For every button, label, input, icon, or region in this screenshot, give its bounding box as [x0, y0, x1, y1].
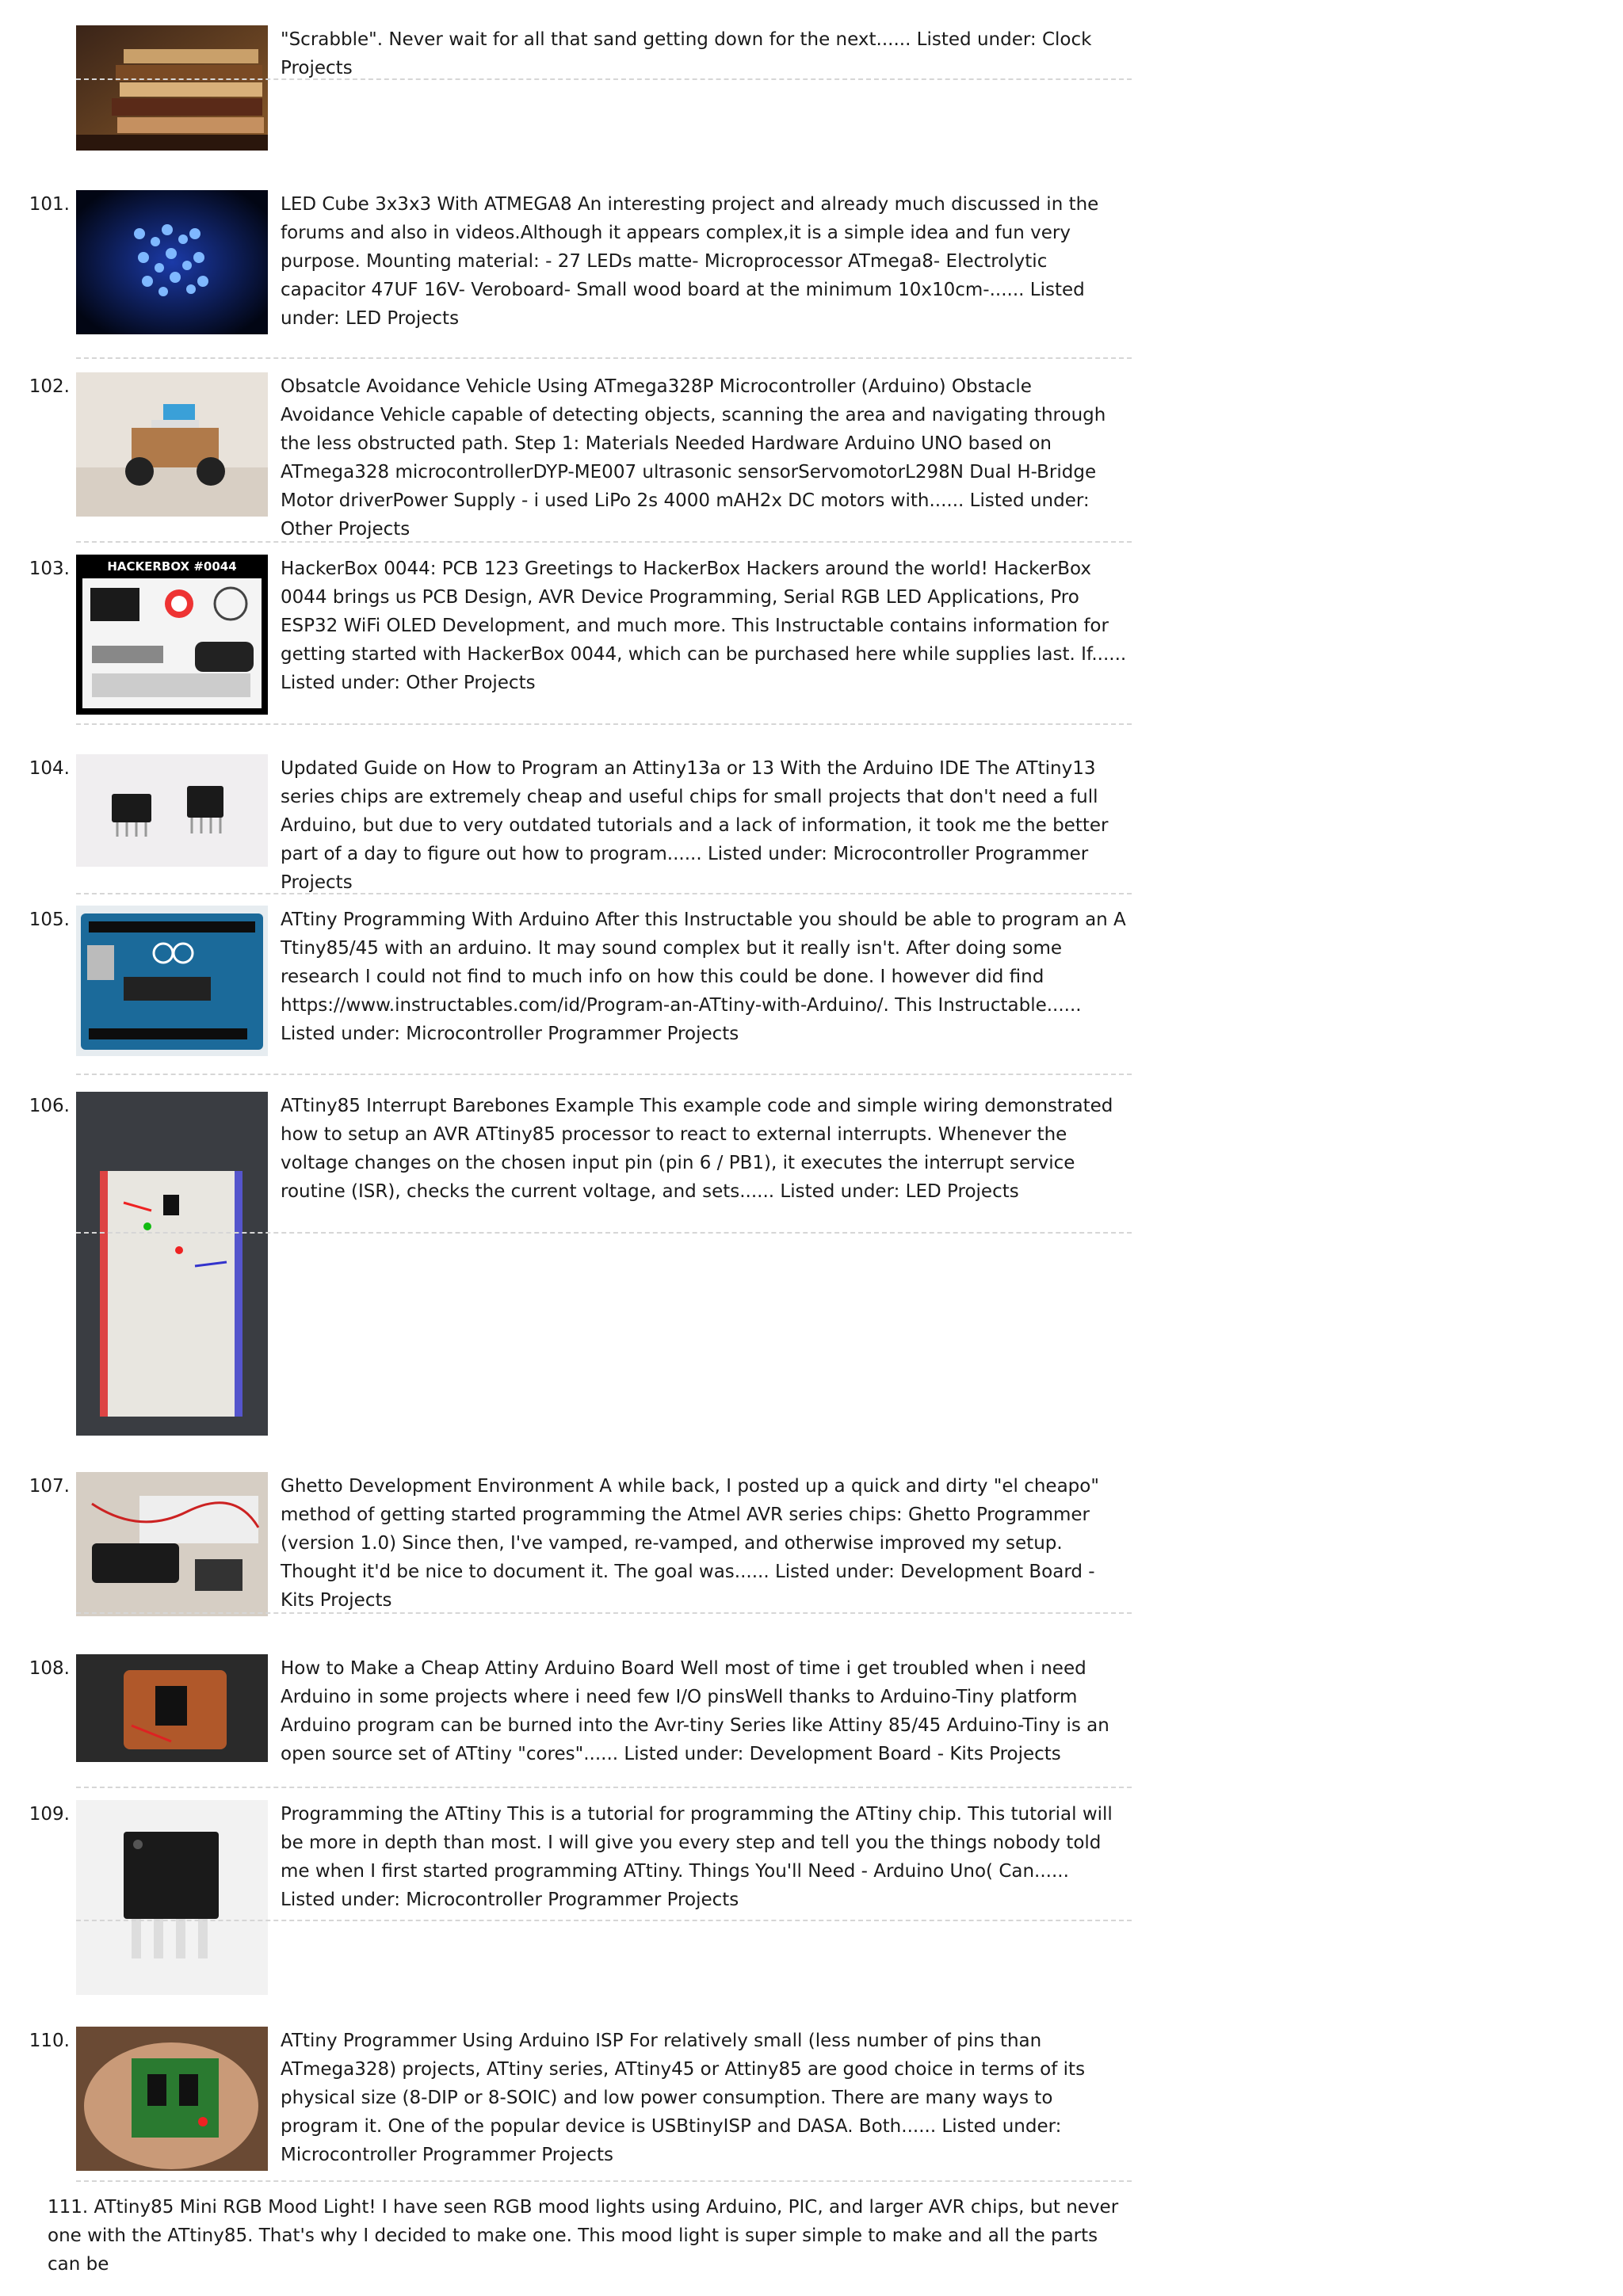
project-description: HackerBox 0044: PCB 123 Greetings to HackerBox Hackers around the world! HackerBox 0044 brings us PCB Design, AVR Device Programming, Serial RGB LED Applications, Pro ESP32 WiFi OLED Development, and much more. This Instructable contains information for getting started with HackerBox 0044, which can be purchased here while supplies last. If...... Listed under: Other Projects [281, 559, 1127, 693]
project-thumbnail[interactable] [76, 906, 268, 1056]
thumbnail-caption: HACKERBOX #0044 [107, 559, 237, 574]
project-thumbnail[interactable] [76, 25, 268, 151]
separator [76, 1920, 1132, 1921]
item-number: 101. [29, 194, 70, 215]
item-number: 107. [29, 1476, 70, 1497]
separator [76, 1787, 1132, 1788]
item-number: 109. [29, 1804, 70, 1825]
item-number: 110. [29, 2031, 70, 2051]
project-description: Programming the ATtiny This is a tutorial for programming the ATtiny chip. This tutorial will be more in depth than most. I will give you every step and tell you the things nobody told me when I first started programming ATtiny. Things You'll Need - Arduino Uno( Can...... Listed under: Microcontroller Programmer Projects [281, 1804, 1113, 1910]
project-description-text: ATtiny85 Mini RGB Mood Light! I have seen RGB mood lights using Arduino, PIC, and larger AVR chips, but never one with the ATtiny85. That's why I decided to make one. This mood light is super simple to make and all the parts can be [48, 2197, 1119, 2275]
project-description: Obsatcle Avoidance Vehicle Using ATmega328P Microcontroller (Arduino) Obstacle Avoidance Vehicle capable of detecting objects, scanning the area and navigating through the less obstructed path. Step 1: Materials Needed Hardware Arduino UNO based on ATmega328 microcontrollerDYP-ME007 ultrasonic sensorServomotorL298N Dual H-Bridge Motor driverPower Supply - i used LiPo 2s 4000 mAH2x DC motors with...... Listed under: Other Projects [281, 376, 1106, 540]
item-number: 102. [29, 376, 70, 397]
project-description: "Scrabble". Never wait for all that sand getting down for the next...... Listed under: Clock Projects [281, 29, 1092, 78]
project-thumbnail[interactable] [76, 2027, 268, 2171]
project-description: Ghetto Development Environment A while back, I posted up a quick and dirty "el cheapo" method of getting started programming the Atmel AVR series chips: Ghetto Programmer (version 1.0) Since then, I've vamped, re-vamped, and otherwise improved my setup. Thought it'd be nice to document it. The goal was...... Listed under: Development Board - Kits Projects [281, 1476, 1099, 1611]
item-number: 104. [29, 758, 70, 779]
project-thumbnail[interactable] [76, 1800, 268, 1995]
project-description: How to Make a Cheap Attiny Arduino Board Well most of time i get troubled when i need Arduino in some projects where i need few I/O pinsWell thanks to Arduino-Tiny platform Arduino program can be burned into the Avr-tiny Series like Attiny 85/45 Arduino-Tiny is an open source set of ATtiny "cores"...... Listed under: Development Board - Kits Projects [281, 1658, 1109, 1764]
separator [76, 1612, 1132, 1614]
project-description: LED Cube 3x3x3 With ATMEGA8 An interesting project and already much discussed in the forums and also in videos.Although it appears complex,it is a simple idea and fun very purpose. Mounting material: - 27 LEDs matte- Microprocessor ATmega8- Electrolytic capacitor 47UF 16V- Veroboard- Small wood board at the minimum 10x10cm-...... Listed under: LED Projects [281, 194, 1099, 329]
item-number: 108. [29, 1658, 70, 1679]
project-description: ATtiny85 Interrupt Barebones Example This example code and simple wiring demonstrated how to setup an AVR ATtiny85 processor to react to external interrupts. Whenever the voltage changes on the chosen input pin (pin 6 / PB1), it executes the interrupt service routine (ISR), checks the current voltage, and sets...... Listed under: LED Projects [281, 1096, 1113, 1202]
item-number: 111. [48, 2197, 89, 2218]
project-thumbnail[interactable] [76, 1654, 268, 1762]
separator [76, 357, 1132, 359]
separator [76, 1074, 1132, 1075]
separator [76, 893, 1132, 894]
project-description: ATtiny Programming With Arduino After this Instructable you should be able to program an A Ttiny85/45 with an arduino. It may sound complex but it really isn't. After doing some research I could not find to much info on how this could be done. I however did find https://www.instructables.com/id/Program-an-ATtiny-with-Arduino/. This Instructable...... Listed under: Microcontroller Programmer Projects [281, 910, 1126, 1044]
project-description [48, 2193, 1133, 2279]
project-thumbnail[interactable] [76, 1092, 268, 1436]
project-description: Updated Guide on How to Program an Attiny13a or 13 With the Arduino IDE The ATtiny13 series chips are extremely cheap and useful chips for small projects that don't need a full Arduino, but due to very outdated tutorials and a lack of information, it took me the better part of a day to figure out how to program...... Listed under: Microcontroller Programmer Projects [281, 758, 1109, 893]
separator [76, 78, 1132, 80]
item-number: 103. [29, 559, 70, 579]
item-number: 106. [29, 1096, 70, 1116]
separator [76, 541, 1132, 543]
project-thumbnail[interactable] [76, 555, 268, 715]
project-thumbnail[interactable] [76, 372, 268, 517]
separator [76, 2180, 1132, 2182]
project-thumbnail[interactable] [76, 754, 268, 867]
separator [76, 723, 1132, 725]
project-thumbnail[interactable] [76, 190, 268, 334]
separator [76, 1232, 1132, 1234]
project-thumbnail[interactable] [76, 1472, 268, 1616]
project-description: ATtiny Programmer Using Arduino ISP For relatively small (less number of pins than ATmega328) projects, ATtiny series, ATtiny45 or Attiny85 are good choice in terms of its physical size (8-DIP or 8-SOIC) and low power consumption. There are many ways to program it. One of the popular device is USBtinyISP and DASA. Both...... Listed under: Microcontroller Programmer Projects [281, 2031, 1086, 2165]
item-number: 105. [29, 910, 70, 930]
